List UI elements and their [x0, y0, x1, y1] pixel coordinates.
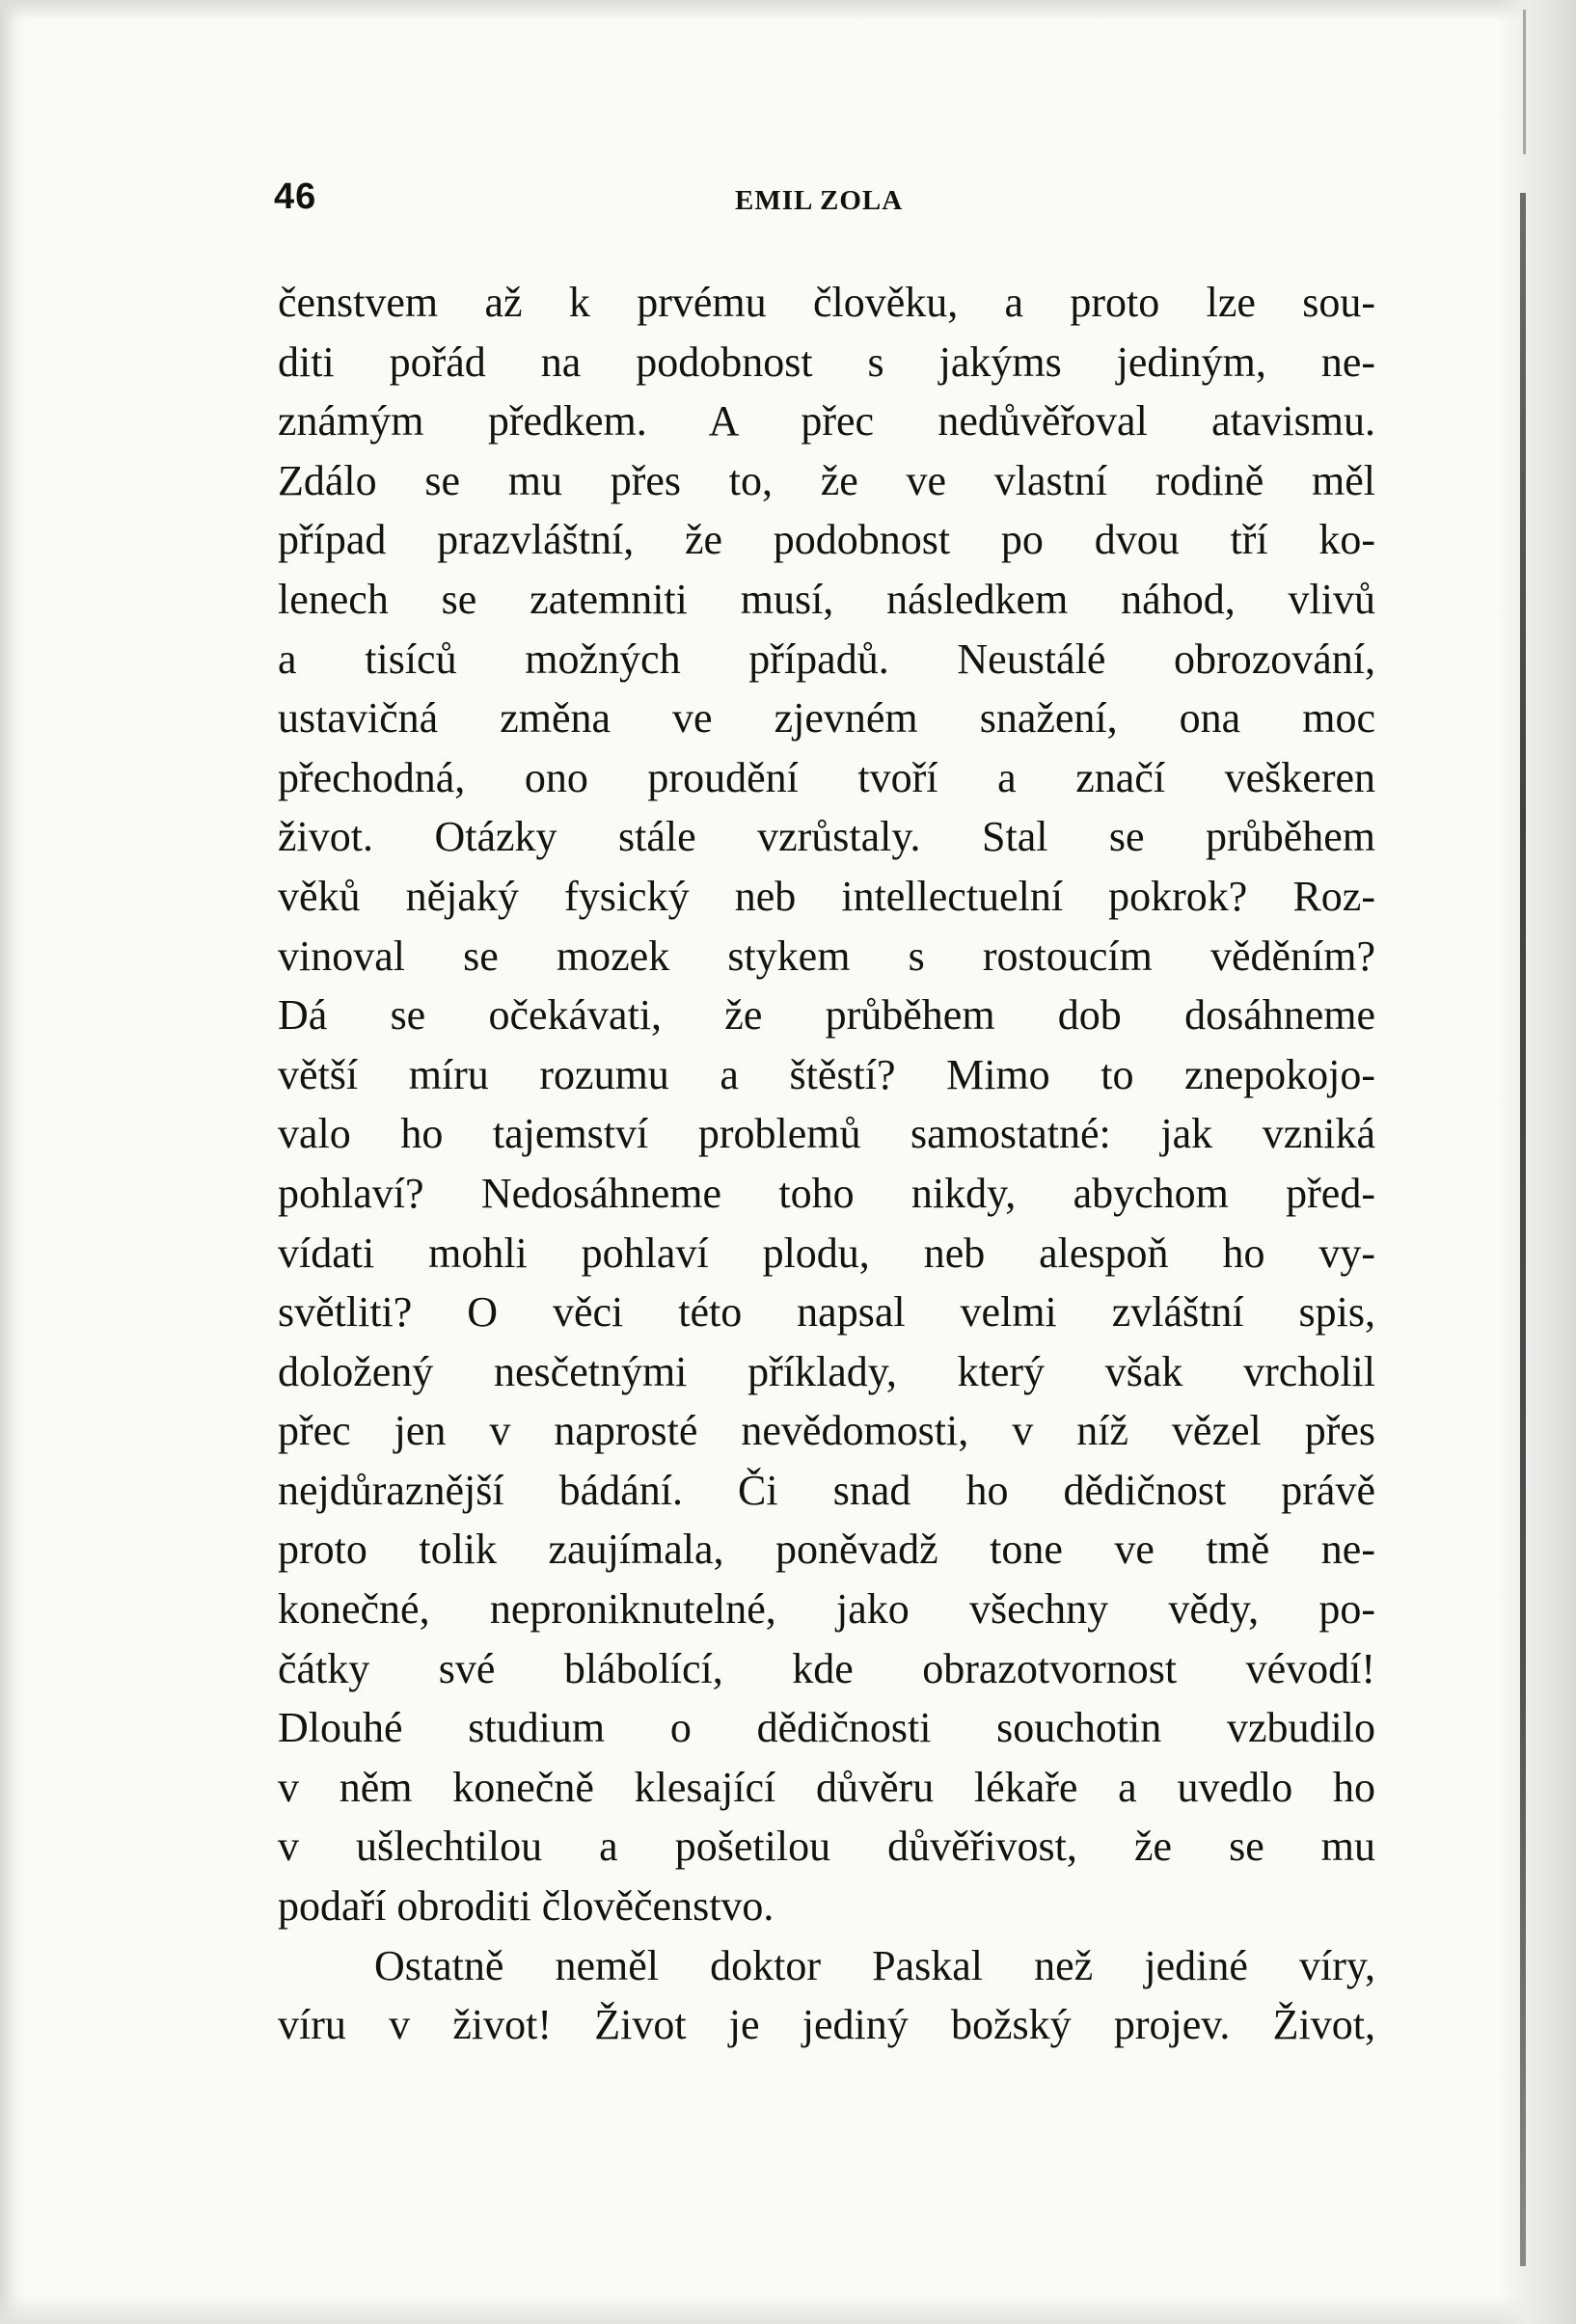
text-line: známým předkem. A přec nedůvěřoval atavismu.: [278, 397, 1375, 446]
text-line: větší míru rozumu a štěstí? Mimo to znepokojo-: [278, 1050, 1375, 1098]
text-line: Dlouhé studium o dědičnosti souchotin vzbudilo: [278, 1704, 1375, 1752]
text-line: přechodná, ono proudění tvoří a značí veškeren: [278, 753, 1375, 801]
text-line: ustavičná změna ve zjevném snažení, ona moc: [278, 694, 1375, 743]
text-line: a tisíců možných případů. Neustálé obrozování,: [278, 635, 1375, 683]
text-line: život. Otázky stále vzrůstaly. Stal se průběhem: [278, 813, 1375, 861]
text-line: čenstvem až k prvému člověku, a proto lze sou-: [278, 279, 1375, 326]
text-line: čátky své blábolící, kde obrazotvornost vévodí!: [278, 1644, 1375, 1692]
text-line: vídati mohli pohlaví plodu, neb alespoň ho vy-: [278, 1229, 1375, 1277]
text-line-paragraph-start: Ostatně neměl doktor Paskal než jediné víry,: [374, 1941, 1375, 1989]
text-line: přec jen v naprosté nevědomosti, v níž vězel přes: [278, 1407, 1375, 1455]
text-line: víru v život! Život je jediný božský projev. Život,: [278, 2001, 1375, 2049]
text-line-paragraph-end: podaří obroditi člověčenstvo.: [278, 1882, 774, 1931]
text-line: světliti? O věci této napsal velmi zvláštní spis,: [278, 1288, 1375, 1337]
text-line: konečné, neproniknutelné, jako všechny vědy, po-: [278, 1585, 1375, 1634]
text-line: lenech se zatemniti musí, následkem náhod, vlivů: [278, 575, 1375, 623]
text-line: valo ho tajemství problemů samostatné: jak vzniká: [278, 1110, 1375, 1158]
page-bottom-edge-shading: [0, 2295, 1576, 2324]
text-line: v ušlechtilou a pošetilou důvěřivost, že se mu: [278, 1823, 1375, 1871]
page-top-edge-shading: [0, 0, 1576, 21]
text-line: Zdálo se mu přes to, že ve vlastní rodině měl: [278, 456, 1375, 504]
spine-edge-line: [1520, 193, 1526, 2266]
text-line: diti pořád na podobnost s jakýms jediným, ne-: [278, 338, 1375, 386]
text-line: nejdůraznější bádání. Či snad ho dědičnost právě: [278, 1466, 1375, 1514]
text-line: případ prazvláštní, že podobnost po dvou tří ko-: [278, 516, 1375, 564]
book-spine-shadow: [1497, 0, 1576, 2324]
body-text: [278, 273, 1375, 2055]
text-line: věků nějaký fysický neb intellectuelní pokrok? Roz-: [278, 872, 1375, 920]
text-line: Dá se očekávati, že průběhem dob dosáhneme: [278, 991, 1375, 1040]
text-line: vinoval se mozek stykem s rostoucím věděním?: [278, 932, 1375, 980]
text-line: v něm konečně klesající důvěru lékaře a uvedlo ho: [278, 1763, 1375, 1811]
page-number: 46: [274, 176, 317, 217]
text-line: pohlaví? Nedosáhneme toho nikdy, abychom před-: [278, 1169, 1375, 1217]
page-left-edge-shading: [0, 0, 27, 2324]
text-line: doložený nesčetnými příklady, který však vrcholil: [278, 1347, 1375, 1395]
spine-edge-line-top: [1523, 10, 1526, 154]
text-line: proto tolik zaujímala, poněvadž tone ve tmě ne-: [278, 1526, 1375, 1574]
running-title: EMIL ZOLA: [735, 185, 904, 216]
